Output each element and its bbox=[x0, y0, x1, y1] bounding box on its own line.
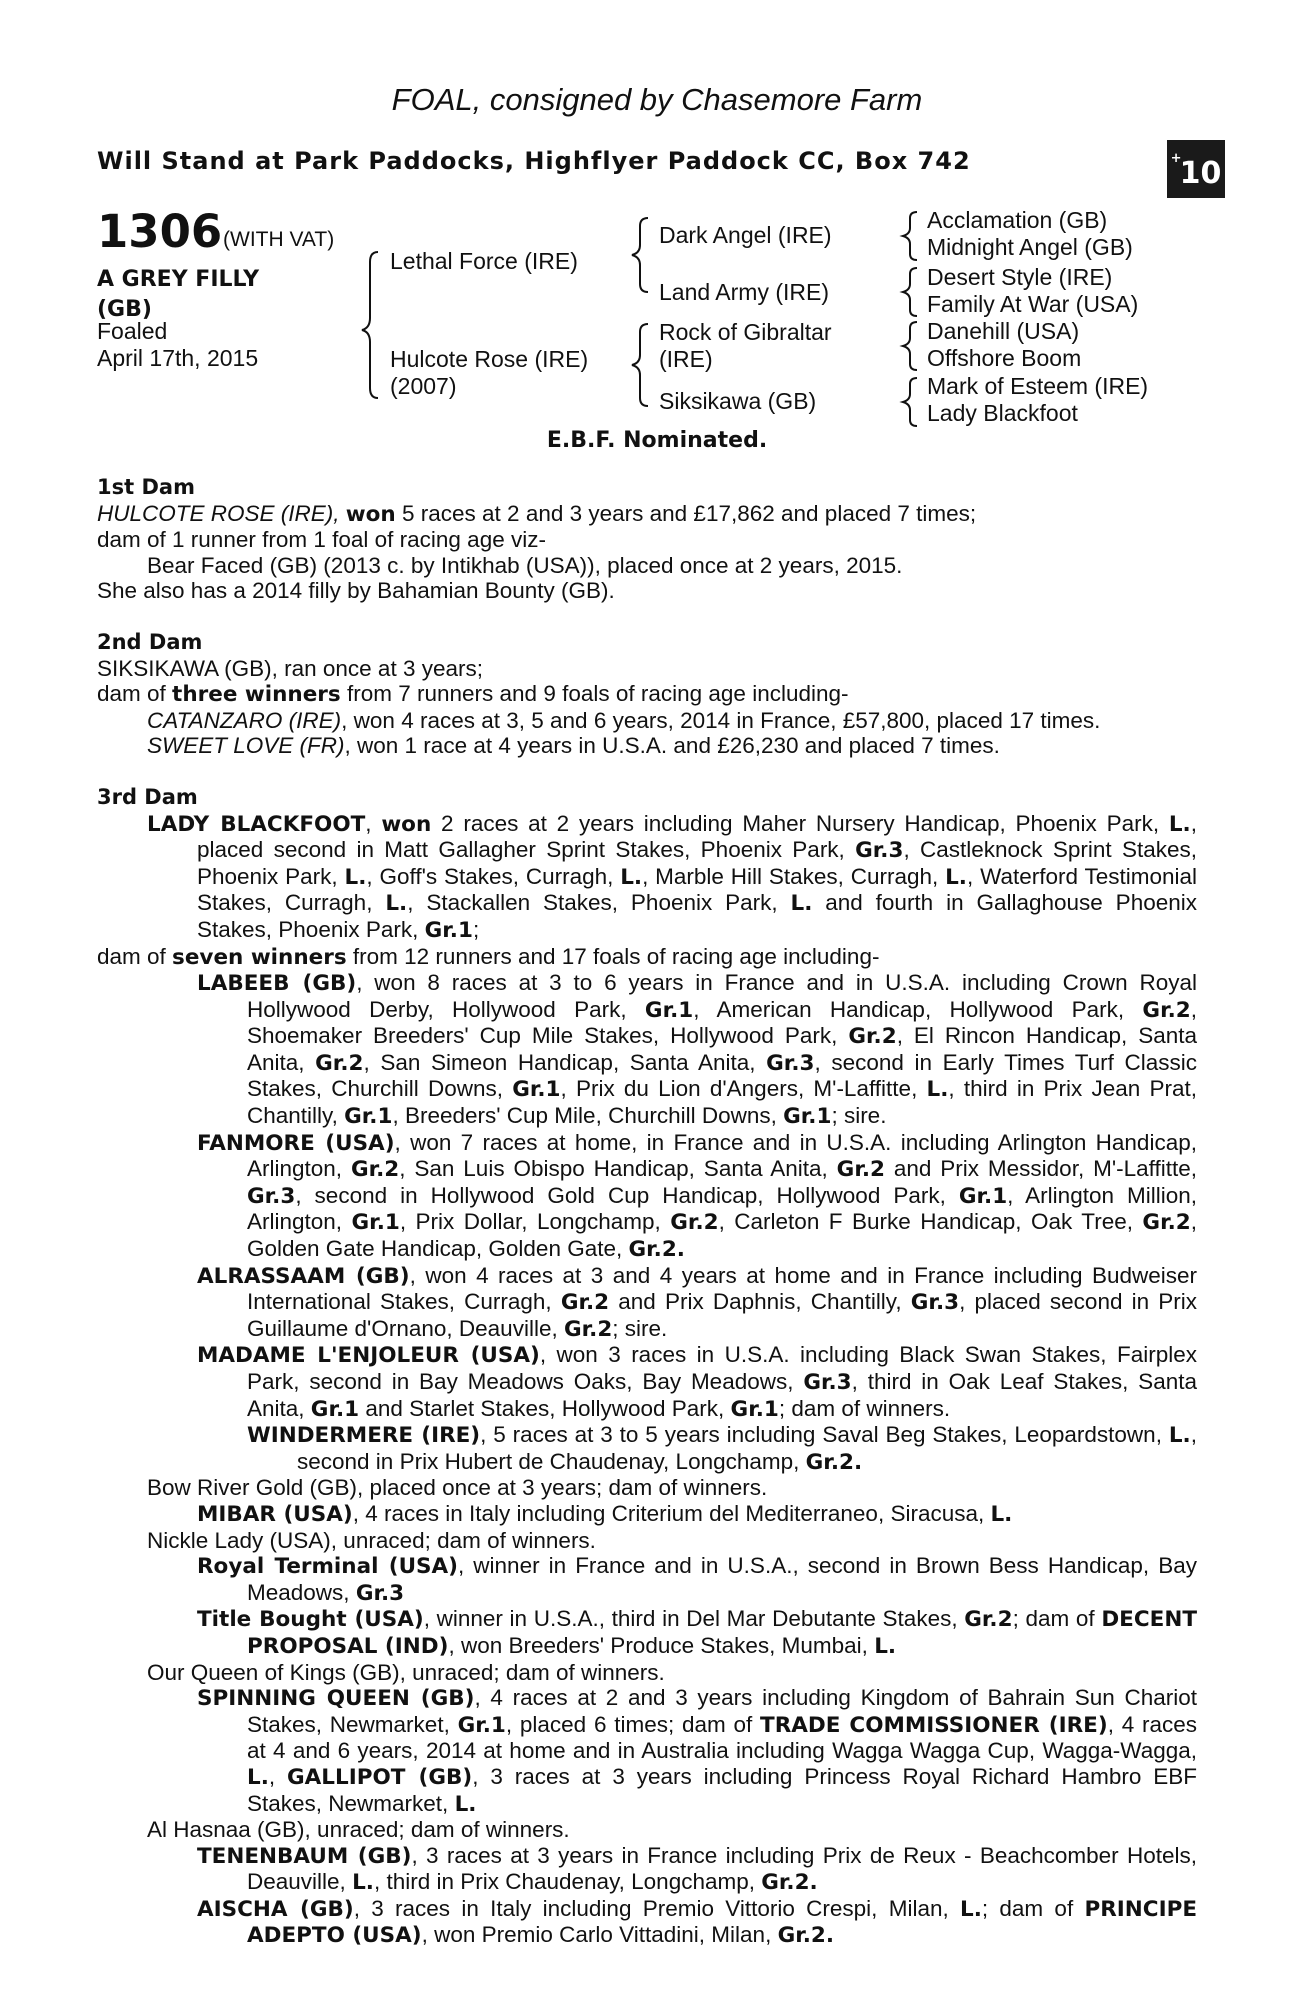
pedigree-sdd: Family At War (USA) bbox=[927, 291, 1139, 317]
stand-location: Will Stand at Park Paddocks, Highflyer Paddock CC, Box 742 bbox=[97, 147, 971, 175]
lot-badge: +10 bbox=[1167, 140, 1225, 198]
runner-royal-terminal: Royal Terminal (USA), winner in France and in U.S.A., second in Brown Bess Handicap, Bay Meadows, Gr.3 bbox=[197, 1553, 1197, 1606]
first-dam-produce-line: dam of 1 runner from 1 foal of racing age viz- bbox=[97, 527, 546, 553]
pedigree-dsd: Offshore Boom bbox=[927, 345, 1082, 371]
pedigree-sire: Lethal Force (IRE) bbox=[390, 248, 578, 274]
pedigree-dam-dam: Siksikawa (GB) bbox=[659, 388, 817, 414]
runner-nickle-lady: Nickle Lady (USA), unraced; dam of winners. bbox=[147, 1527, 596, 1553]
runner-al-hasnaa: Al Hasnaa (GB), unraced; dam of winners. bbox=[147, 1817, 570, 1843]
pedigree-sire-dam: Land Army (IRE) bbox=[659, 279, 829, 305]
runner-fanmore: FANMORE (USA), won 7 races at home, in France and in U.S.A. including Arlington Handicap, Arlington, Gr.2, San Luis Obispo Handicap, Santa Anita, Gr.2 and Prix Messidor, M'-Laffitte, Gr.3, second in Hollywood Gold Cup Handicap, Hollywood Park, Gr.1, Arlington Million, Arlington, Gr.1, Prix Dollar, Longchamp, Gr.2, Carleton F Burke Handicap, Oak Tree, Gr.2, Golden Gate Handicap, Golden Gate, Gr.2. bbox=[197, 1129, 1197, 1263]
runner-title-bought: Title Bought (USA), winner in U.S.A., third in Del Mar Debutante Stakes, Gr.2; dam of DECENT PROPOSAL (IND), won Breeders' Produce Stakes, Mumbai, L. bbox=[197, 1606, 1197, 1659]
runner-our-queen-of-kings: Our Queen of Kings (GB), unraced; dam of winners. bbox=[147, 1659, 665, 1685]
third-dam-produce-line: dam of seven winners from 12 runners and 17 foals of racing age including- bbox=[97, 943, 880, 970]
runner-madame-lenjoleur: MADAME L'ENJOLEUR (USA), won 3 races in U.S.A. including Black Swan Stakes, Fairplex Park, second in Bay Meadows Oaks, Bay Meadows, Gr.3, third in Oak Leaf Stakes, Santa Anita, Gr.1 and Starlet Stakes, Hollywood Park, Gr.1; dam of winners. bbox=[197, 1342, 1197, 1422]
ebf-nominated: E.B.F. Nominated. bbox=[546, 428, 768, 453]
first-dam-heading: 1st Dam bbox=[97, 475, 195, 499]
pedigree-dss: Danehill (USA) bbox=[927, 318, 1080, 344]
pedigree-sire-sire: Dark Angel (IRE) bbox=[659, 222, 832, 248]
runner-spinning-queen: SPINNING QUEEN (GB), 4 races at 2 and 3 years including Kingdom of Bahrain Sun Chariot Stakes, Newmarket, Gr.1, placed 6 times; dam of TRADE COMMISSIONER (IRE), 4 races at 4 and 6 years, 2014 at home and in Australia including Wagga Wagga Cup, Wagga-Wagga, L., GALLIPOT (GB), 3 races at 3 years including Princess Royal Richard Hambro EBF Stakes, Newmarket, L. bbox=[197, 1685, 1197, 1817]
runner-alrassaam: ALRASSAAM (GB), won 4 races at 3 and 4 years at home and in France including Budweiser International Stakes, Curragh, Gr.2 and Prix Daphnis, Chantilly, Gr.3, placed second in Prix Guillaume d'Ornano, Deauville, Gr.2; sire. bbox=[197, 1262, 1198, 1342]
consignor-line: FOAL, consigned by Chasemore Farm bbox=[391, 82, 923, 117]
pedigree-sds: Desert Style (IRE) bbox=[927, 264, 1113, 290]
catalogue-body bbox=[97, 475, 1197, 1949]
first-dam-line: HULCOTE ROSE (IRE), won 5 races at 2 and 3 years and £17,862 and placed 7 times; bbox=[97, 500, 977, 527]
foaled-info: Foaled April 17th, 2015 bbox=[97, 318, 259, 371]
runner-windermere: WINDERMERE (IRE), 5 races at 3 to 5 years including Saval Beg Stakes, Leopardstown, L., second in Prix Hubert de Chaudenay, Longchamp, Gr.2. bbox=[247, 1422, 1197, 1475]
pedigree-sss: Acclamation (GB) bbox=[927, 207, 1108, 233]
first-dam-note: She also has a 2014 filly by Bahamian Bounty (GB). bbox=[97, 578, 615, 604]
pedigree-ssd: Midnight Angel (GB) bbox=[927, 234, 1133, 260]
runner-tenenbaum: TENENBAUM (GB), 3 races at 3 years in France including Prix de Reux - Beachcomber Hotels, Deauville, L., third in Prix Chaudenay, Longchamp, Gr.2. bbox=[197, 1842, 1197, 1896]
lot-number: 1306 bbox=[97, 205, 223, 258]
second-dam-line: SIKSIKAWA (GB), ran once at 3 years; bbox=[97, 655, 483, 681]
third-dam-line: LADY BLACKFOOT, won 2 races at 2 years including Maher Nursery Handicap, Phoenix Park, L., placed second in Matt Gallagher Sprint Stakes, Phoenix Park, Gr.3, Castleknock Sprint Stakes, Phoenix Park, L., Goff's Stakes, Curragh, L., Marble Hill Stakes, Curragh, L., Waterford Testimonial Stakes, Curragh, L., Stackallen Stakes, Phoenix Park, L. and fourth in Gallaghouse Phoenix Stakes, Phoenix Park, Gr.1; bbox=[147, 810, 1197, 943]
pedigree-dam-sire: Rock of Gibraltar (IRE) bbox=[659, 319, 832, 372]
runner-mibar: MIBAR (USA), 4 races in Italy including Criterium del Mediterraneo, Siracusa, L. bbox=[197, 1500, 1013, 1527]
first-dam-runner: Bear Faced (GB) (2013 c. by Intikhab (USA)), placed once at 2 years, 2015. bbox=[147, 552, 903, 578]
pedigree-dds: Mark of Esteem (IRE) bbox=[927, 373, 1149, 399]
pedigree-ddd: Lady Blackfoot bbox=[927, 400, 1078, 426]
runner-bow-river-gold: Bow River Gold (GB), placed once at 3 years; dam of winners. bbox=[147, 1475, 768, 1501]
runner-aischa: AISCHA (GB), 3 races in Italy including Premio Vittorio Crespi, Milan, L.; dam of PRINCIPE ADEPTO (USA), won Premio Carlo Vittadini, Milan, Gr.2. bbox=[197, 1895, 1198, 1949]
second-dam-runner: SWEET LOVE (FR), won 1 race at 4 years in U.S.A. and £26,230 and placed 7 times. bbox=[147, 733, 1000, 759]
lot-description: A GREY FILLY (GB) bbox=[97, 267, 260, 322]
second-dam-produce-line: dam of three winners from 7 runners and 9 foals of racing age including- bbox=[97, 681, 849, 708]
second-dam-runner: CATANZARO (IRE), won 4 races at 3, 5 and 6 years, 2014 in France, £57,800, placed 17 times. bbox=[147, 707, 1101, 733]
pedigree-dam: Hulcote Rose (IRE) (2007) bbox=[390, 346, 589, 399]
second-dam-heading: 2nd Dam bbox=[97, 629, 203, 654]
third-dam-heading: 3rd Dam bbox=[97, 784, 198, 809]
vat-note: (WITH VAT) bbox=[223, 228, 335, 251]
runner-labeeb: LABEEB (GB), won 8 races at 3 to 6 years in France and in U.S.A. including Crown Royal Hollywood Derby, Hollywood Park, Gr.1, American Handicap, Hollywood Park, Gr.2, Shoemaker Breeders' Cup Mile Stakes, Hollywood Park, Gr.2, El Rincon Handicap, Santa Anita, Gr.2, San Simeon Handicap, Santa Anita, Gr.3, second in Early Times Turf Classic Stakes, Churchill Downs, Gr.1, Prix du Lion d'Angers, M'-Laffitte, L., third in Prix Jean Prat, Chantilly, Gr.1, Breeders' Cup Mile, Churchill Downs, Gr.1; sire. bbox=[197, 970, 1198, 1130]
